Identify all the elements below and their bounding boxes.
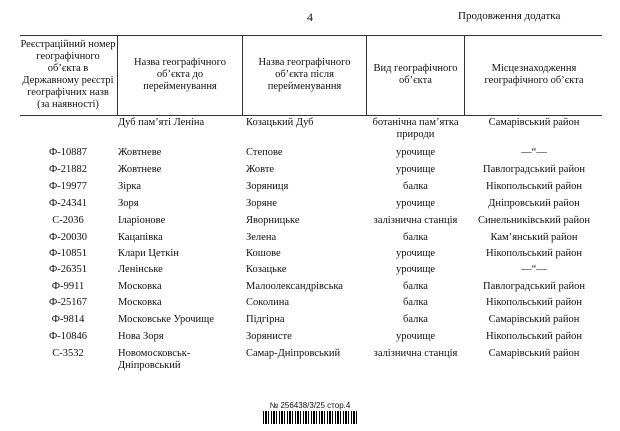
cell-registration-number: Ф-10851 bbox=[48, 248, 88, 259]
cell-new-name: Зоряне bbox=[246, 198, 277, 209]
cell-object-type: балка bbox=[403, 314, 428, 325]
cell-location: Самарівський район bbox=[488, 348, 580, 359]
cell-registration-number: Ф-9911 bbox=[51, 281, 85, 292]
cell-new-name: Зелена bbox=[246, 232, 277, 243]
cell-object-type: урочище bbox=[395, 198, 436, 209]
cell-location: Самарівський район bbox=[488, 117, 580, 128]
cell-object-type: залізнична станція bbox=[373, 215, 458, 226]
cell-old-name: Новомосковськ-Дніпровський bbox=[118, 348, 191, 371]
cell-registration-number: С-3532 bbox=[52, 348, 84, 359]
cell-location: —“— bbox=[521, 264, 547, 275]
cell-registration-number: Ф-10846 bbox=[48, 331, 88, 342]
cell-old-name: Клари Цеткін bbox=[118, 248, 179, 259]
column-divider bbox=[117, 35, 118, 115]
cell-registration-number: Ф-24341 bbox=[48, 198, 88, 209]
cell-location: Нікопольський район bbox=[486, 181, 582, 192]
cell-new-name: Підгірна bbox=[246, 314, 285, 325]
cell-old-name: Кацапівка bbox=[118, 232, 163, 243]
column-header-old-name: Назва географічного об’єкта до перейменування bbox=[134, 57, 226, 92]
cell-location: Павлоградський район bbox=[483, 281, 585, 292]
cell-location: Нікопольський район bbox=[486, 331, 582, 342]
cell-registration-number: Ф-26351 bbox=[48, 264, 88, 275]
cell-new-name: Соколина bbox=[246, 297, 290, 308]
document-reference: № 256438/3/25 стор.4 bbox=[269, 401, 351, 410]
column-divider bbox=[366, 35, 367, 115]
cell-new-name: Зорянисте bbox=[246, 331, 292, 342]
cell-object-type: урочище bbox=[395, 164, 436, 175]
cell-location: Кам’янський район bbox=[490, 232, 578, 243]
cell-registration-number: С-2036 bbox=[52, 215, 84, 226]
column-header-registration-number: Реєстраційний номер географічного об’єкта в Державному реєстрі географічних назв (за наявності) bbox=[20, 39, 116, 110]
cell-new-name: Малоолександрівська bbox=[246, 281, 343, 292]
cell-old-name: Нова Зоря bbox=[118, 331, 164, 342]
cell-location: Нікопольський район bbox=[486, 297, 582, 308]
cell-object-type: урочище bbox=[395, 248, 436, 259]
cell-object-type: урочище bbox=[395, 147, 436, 158]
column-divider bbox=[464, 35, 465, 115]
cell-registration-number: Ф-21882 bbox=[48, 164, 88, 175]
cell-object-type: балка bbox=[403, 232, 428, 243]
cell-object-type: урочище bbox=[395, 331, 436, 342]
cell-old-name: Московське Урочище bbox=[118, 314, 214, 325]
column-header-location: Місцезнаходження географічного об’єкта bbox=[484, 63, 584, 86]
cell-registration-number: Ф-9814 bbox=[51, 314, 85, 325]
cell-new-name: Козацьке bbox=[246, 264, 287, 275]
cell-location: Синельниківський район bbox=[478, 215, 590, 226]
cell-old-name: Зірка bbox=[118, 181, 142, 192]
cell-new-name: Жовте bbox=[246, 164, 275, 175]
cell-object-type: балка bbox=[403, 181, 428, 192]
cell-old-name: Московка bbox=[118, 297, 162, 308]
cell-location: Нікопольський район bbox=[486, 248, 582, 259]
cell-old-name: Жовтневе bbox=[118, 147, 162, 158]
column-divider bbox=[242, 35, 243, 115]
cell-old-name: Московка bbox=[118, 281, 162, 292]
cell-object-type: урочище bbox=[395, 264, 436, 275]
barcode bbox=[263, 411, 357, 424]
cell-registration-number: Ф-10887 bbox=[48, 147, 88, 158]
cell-object-type: балка bbox=[403, 281, 428, 292]
cell-object-type: ботанічна пам’ятка природи bbox=[372, 117, 459, 140]
cell-object-type: залізнична станція bbox=[373, 348, 458, 359]
cell-location: Павлоградський район bbox=[483, 164, 585, 175]
cell-location: Дніпровський район bbox=[488, 198, 580, 209]
cell-new-name: Самар-Дніпровський bbox=[246, 348, 341, 359]
cell-old-name: Ленінське bbox=[118, 264, 163, 275]
cell-new-name: Яворницьке bbox=[246, 215, 300, 226]
cell-registration-number: Ф-25167 bbox=[48, 297, 88, 308]
cell-location: Самарівський район bbox=[488, 314, 580, 325]
cell-old-name: Дуб пам’яті Леніна bbox=[118, 117, 205, 128]
cell-new-name: Степове bbox=[246, 147, 283, 158]
cell-registration-number: Ф-19977 bbox=[48, 181, 88, 192]
table-header-rule bbox=[20, 115, 602, 116]
cell-new-name: Кошове bbox=[246, 248, 281, 259]
continuation-label: Продовження додатка bbox=[458, 10, 561, 22]
cell-location: —“— bbox=[521, 147, 547, 158]
column-header-new-name: Назва географічного об’єкта після перейменування bbox=[258, 57, 351, 92]
page-number: 4 bbox=[307, 10, 313, 24]
cell-object-type: балка bbox=[403, 297, 428, 308]
cell-old-name: Іларіонове bbox=[118, 215, 166, 226]
column-header-object-type: Вид географічного об’єкта bbox=[373, 63, 458, 86]
cell-old-name: Зоря bbox=[118, 198, 139, 209]
cell-new-name: Козацький Дуб bbox=[246, 117, 314, 128]
cell-old-name: Жовтневе bbox=[118, 164, 162, 175]
cell-new-name: Зоряниця bbox=[246, 181, 289, 192]
cell-registration-number: Ф-20030 bbox=[48, 232, 88, 243]
